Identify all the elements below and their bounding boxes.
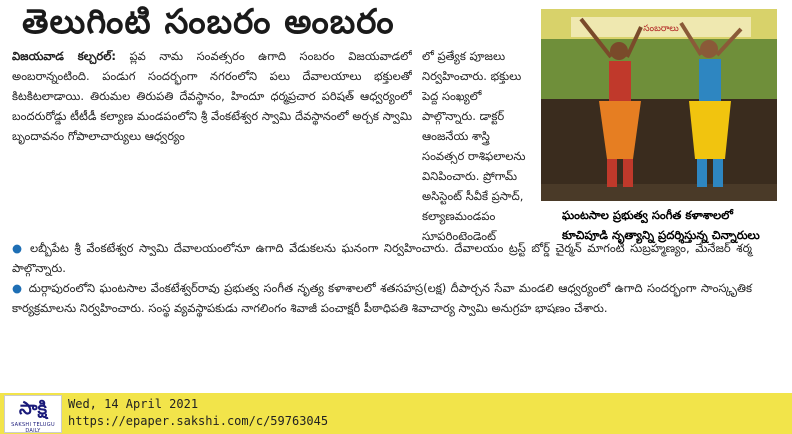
right-column-text: లో ప్రత్యేక పూజలు నిర్వహించారు. భక్తులు పెద్ద సంఖ్యలో పాల్గొన్నారు. డాక్టర్ ఆంజనేయ శాస్త్రి సంవత్సర రాశిఫలాలను వినిపించారు. ప్రోగామ్ అసిస్టెంట్ సీవీకే ప్రసాద్, కల్యాణమండపం సూపరింటెండెంట్	[422, 49, 526, 242]
bullet-icon: ●	[12, 281, 23, 295]
bullet-icon: ●	[12, 241, 24, 255]
intro-text: ప్లవ నామ సంవత్సరం ఉగాది సంబరం విజయవాడలో అంబరాన్నంటింది. పండుగ సందర్భంగా నగరంలోని పలు దేవాలయాలు భక్తులతో కిటకిటలాడాయి. తిరుమల తిరుపతి దేవస్థానం, హిందూ ధర్మప్రచార పరిషత్ ఆధ్వర్యంలో బందరురోడ్డు టీటీడీ కల్యాణ మండపంలోని శ్రీ వేంకటేశ్వర స్వామి దేవస్థానంలో అర్చక స్వామి బృందావనం గోపాలాచార్యులు ఆధ్వర్యం	[12, 49, 412, 143]
sakshi-logo	[4, 395, 62, 433]
photo-caption	[562, 205, 762, 245]
byline: విజయవాడ కల్చరల్:	[12, 49, 116, 63]
photo-banner-text: సంబరాలు	[643, 24, 679, 34]
publish-date: Wed, 14 April 2021	[68, 397, 199, 411]
paragraph-3-text: దుర్గాపురంలోని ఘంటసాల వేంకటేశ్వర్‌రావు ప్రభుత్వ సంగీత నృత్య కళాశాలలో శతసహస్ర(లక్ష) దీపార్చన సేవా మండలి ఆధ్వర్యంలో ఉగాది సందర్భంగా సాంస్కృతిక కార్యక్రమాలను నిర్వహించారు. సంస్థ వ్యవస్థాపకుడు నాగలింగం శివాజీ పంచాక్షరీ పీఠాధిపతి శివాచార్య స్వామి అనుగ్రహ భాషణం చేశారు.	[12, 281, 752, 315]
footer-bar	[0, 393, 792, 434]
caption-line-1: ఘంటసాల ప్రభుత్వ సంగీత కళాశాలలో	[562, 208, 733, 222]
intro-column	[12, 46, 412, 146]
paragraph-2-text: లబ్బీపేట శ్రీ వేంకటేశ్వర స్వామి దేవాలయంలోనూ ఉగాది వేడుకలను ఘనంగా నిర్వహించారు. దేవాలయం ట్రస్ట్ బోర్డ్ చైర్మన్ మాగంటి సుబ్రహ్మణ్యం, మేనేజర్ శర్మ పాల్గొన్నారు.	[12, 241, 752, 275]
dance-photo	[541, 9, 777, 201]
dance-photo-image	[541, 9, 777, 201]
logo-subtitle: SAKSHI TELUGU DAILY	[11, 422, 55, 434]
epaper-link[interactable]: https://epaper.sakshi.com/c/59763045	[68, 414, 329, 428]
caption-line-2: కూచిపూడి నృత్యాన్ని ప్రదర్శిస్తున్న చిన్నారులు	[562, 228, 760, 242]
intro-paragraph	[12, 46, 412, 146]
logo-text: సాక్షి	[19, 398, 47, 419]
headline: తెలుగింటి సంబరం అంబరం	[22, 2, 395, 42]
right-column	[422, 46, 534, 242]
bottom-paragraphs	[12, 238, 752, 318]
paragraph-3	[12, 278, 752, 318]
